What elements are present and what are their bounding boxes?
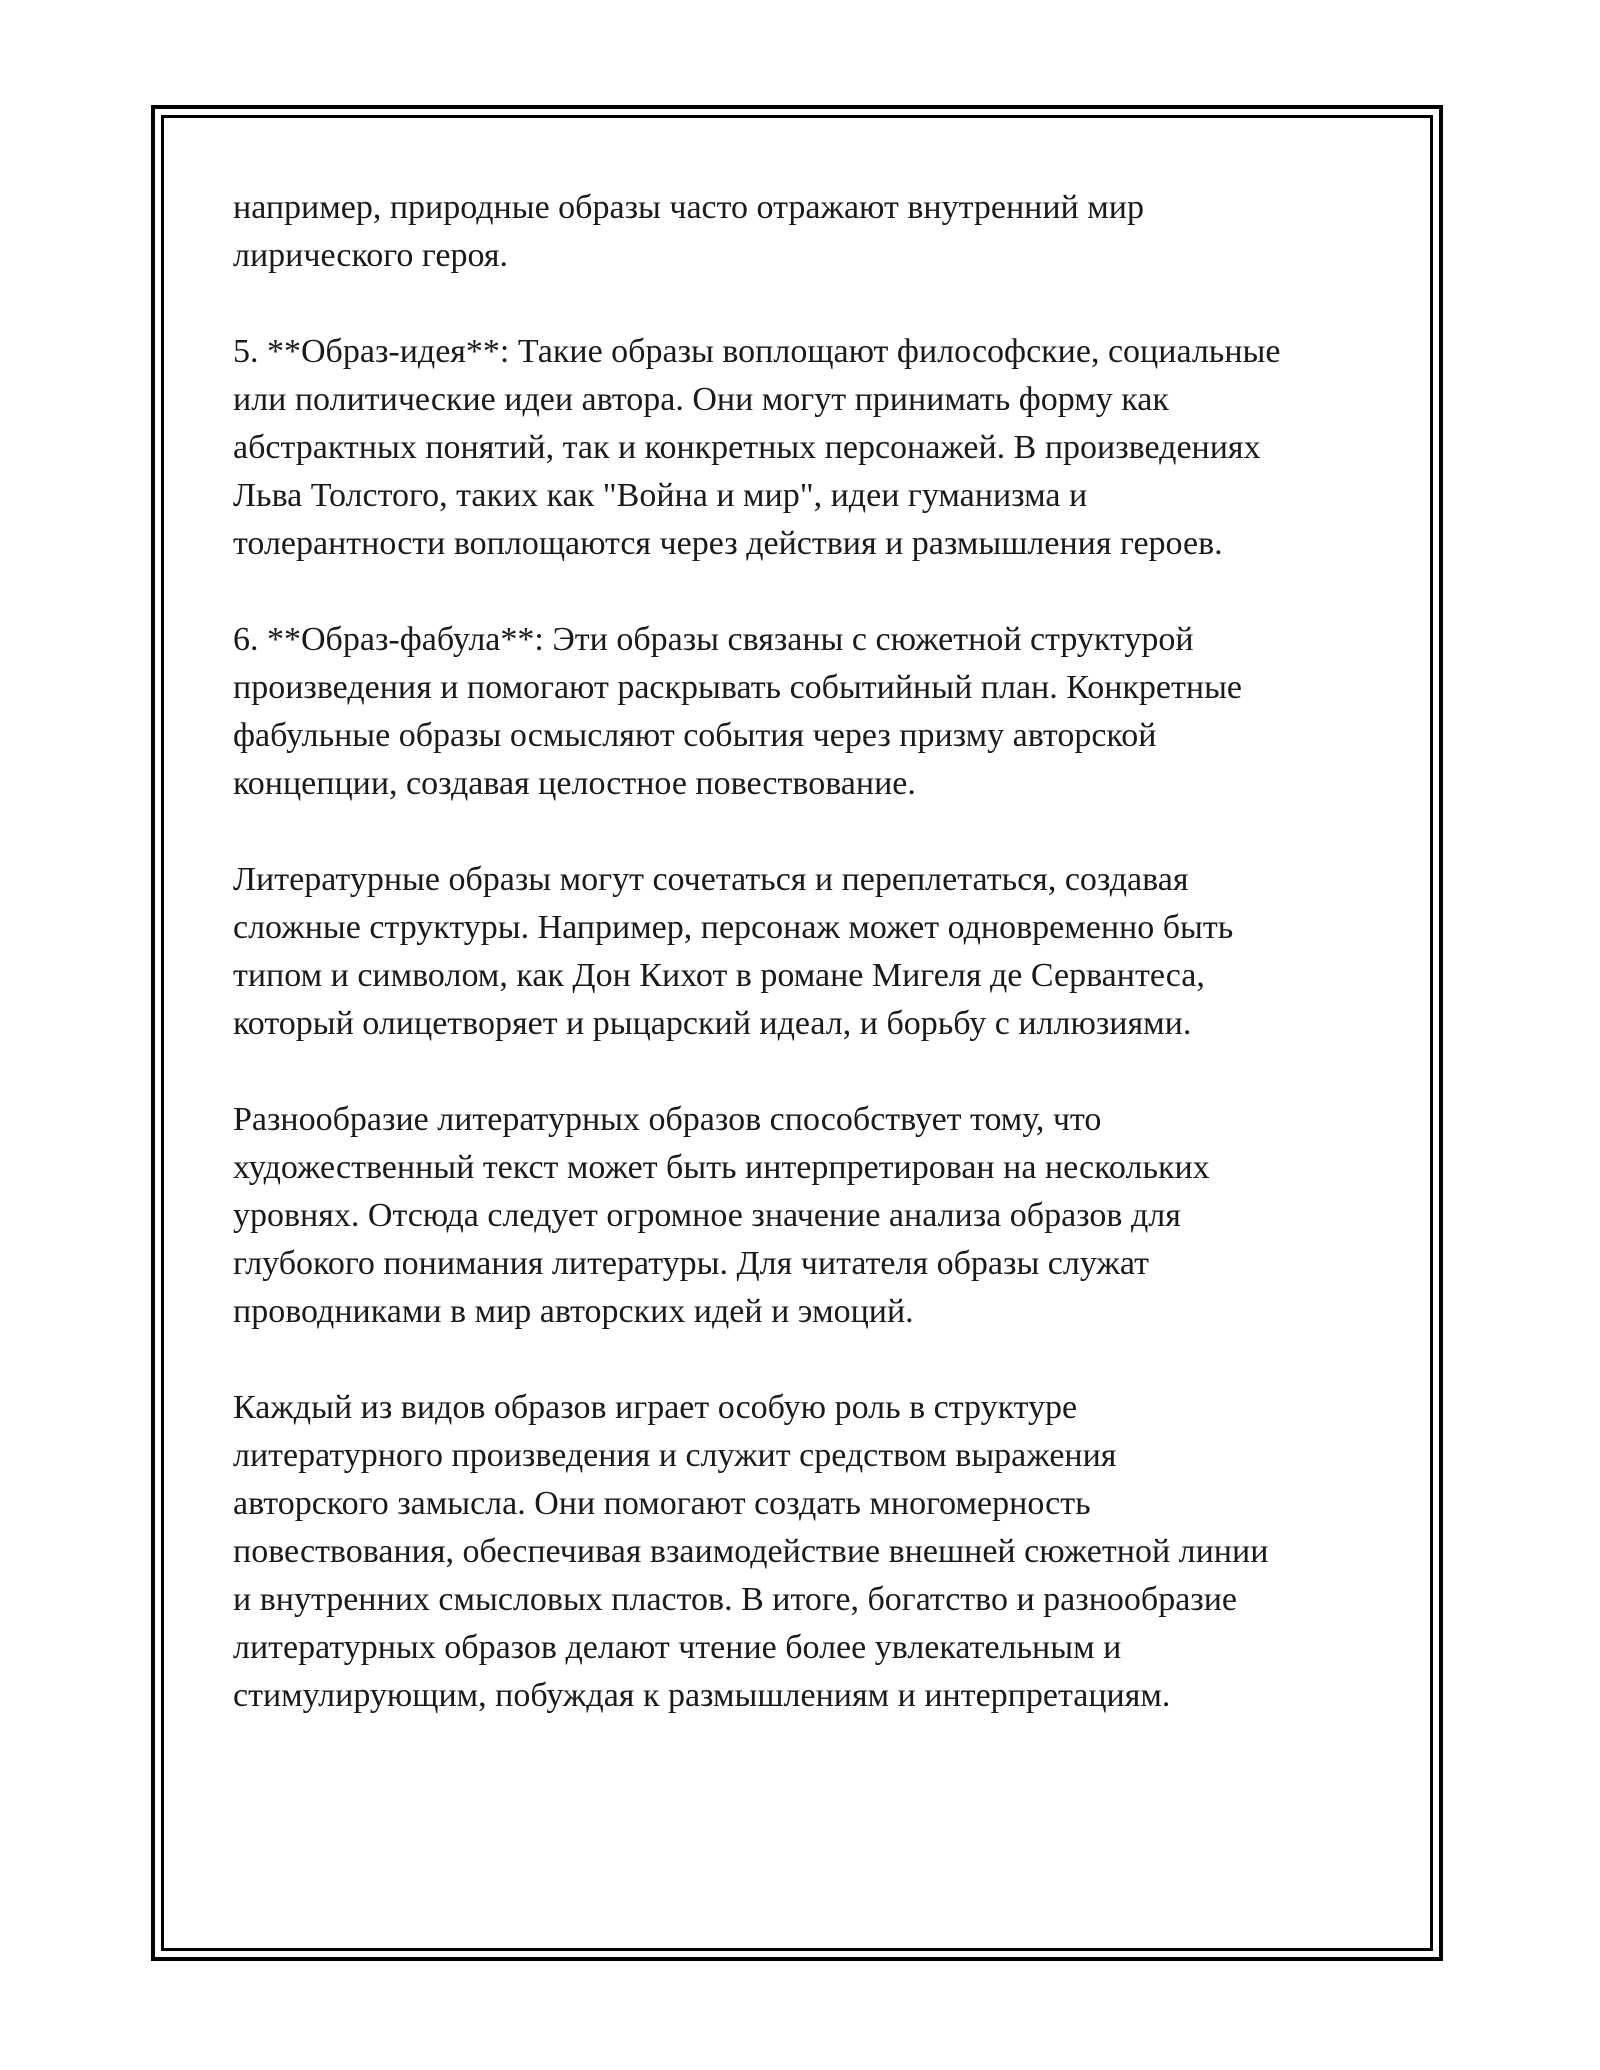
text-line: художественный текст может быть интерпретирован на нескольких <box>233 1149 1210 1186</box>
text-line: проводниками в мир авторских идей и эмоций. <box>233 1293 914 1330</box>
text-line: авторского замысла. Они помогают создать многомерность <box>233 1485 1091 1522</box>
text-line: глубокого понимания литературы. Для читателя образы служат <box>233 1245 1149 1282</box>
text-line: который олицетворяет и рыцарский идеал, и борьбу с иллюзиями. <box>233 1005 1192 1042</box>
text-line: фабульные образы осмысляют события через призму авторской <box>233 717 1157 754</box>
text-line: повествования, обеспечивая взаимодействие внешней сюжетной линии <box>233 1533 1269 1570</box>
text-line: 5. **Образ-идея**: Такие образы воплощают философские, социальные <box>233 333 1281 370</box>
text-line: например, природные образы часто отражают внутренний мир <box>233 189 1144 226</box>
text-line: абстрактных понятий, так и конкретных персонажей. В произведениях <box>233 429 1261 466</box>
paragraph-conclusion <box>233 1384 1373 1720</box>
text-line: или политические идеи автора. Они могут принимать форму как <box>233 381 1169 418</box>
text-line: и внутренних смысловых пластов. В итоге, богатство и разнообразие <box>233 1581 1237 1618</box>
text-line: Литературные образы могут сочетаться и переплетаться, создавая <box>233 861 1189 898</box>
text-line: 6. **Образ-фабула**: Эти образы связаны с сюжетной структурой <box>233 621 1194 658</box>
text-line: концепции, создавая целостное повествование. <box>233 765 916 802</box>
text-line: типом и символом, как Дон Кихот в романе Мигеля де Сервантеса, <box>233 957 1205 994</box>
text-line: толерантности воплощаются через действия и размышления героев. <box>233 525 1223 562</box>
paragraph-combination <box>233 856 1373 1048</box>
text-line: Разнообразие литературных образов способствует тому, что <box>233 1101 1102 1138</box>
paragraph-image-idea <box>233 328 1373 568</box>
text-line: лирического героя. <box>233 237 508 274</box>
text-line: Каждый из видов образов играет особую роль в структуре <box>233 1389 1078 1426</box>
text-line: сложные структуры. Например, персонаж может одновременно быть <box>233 909 1234 946</box>
paragraph-image-plot <box>233 616 1373 808</box>
paragraph-continuation <box>233 184 1373 280</box>
document-body <box>233 184 1373 1768</box>
text-line: уровнях. Отсюда следует огромное значение анализа образов для <box>233 1197 1181 1234</box>
text-line: литературных образов делают чтение более увлекательным и <box>233 1629 1122 1666</box>
text-line: произведения и помогают раскрывать событийный план. Конкретные <box>233 669 1243 706</box>
text-line: Льва Толстого, таких как "Война и мир", идеи гуманизма и <box>233 477 1088 514</box>
paragraph-diversity <box>233 1096 1373 1336</box>
text-line: литературного произведения и служит средством выражения <box>233 1437 1117 1474</box>
text-line: стимулирующим, побуждая к размышлениям и интерпретациям. <box>233 1677 1171 1714</box>
